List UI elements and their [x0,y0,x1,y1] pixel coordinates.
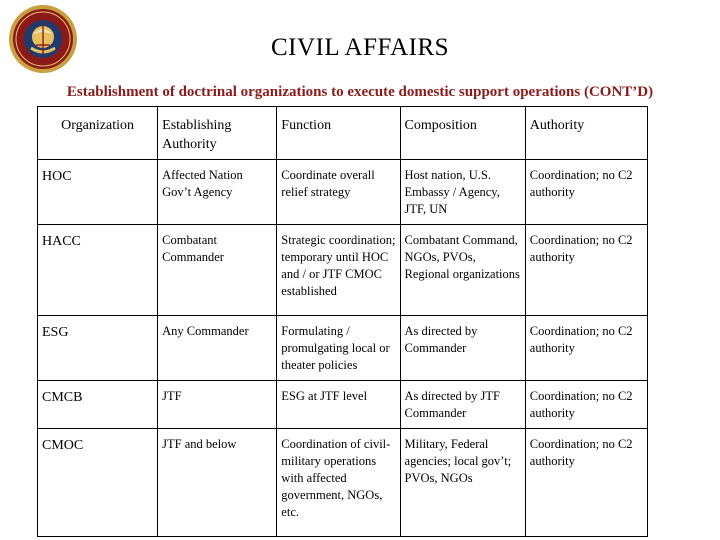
cell-composition: Host nation, U.S. Embassy / Agency, JTF, UN [400,160,525,225]
table-row [38,160,648,225]
cell-composition: As directed by JTF Commander [400,381,525,429]
table-row [38,381,648,429]
cell-authority: Coordination; no C2 authority [525,381,647,429]
cell-organization: HOC [38,160,158,225]
table-header-row [38,107,648,160]
cell-function: Formulating / promulgating local or theater policies [277,316,400,381]
header-function: Function [277,107,400,160]
header-organization: Organization [38,107,158,160]
cell-composition: Military, Federal agencies; local gov’t; PVOs, NGOs [400,429,525,537]
cell-organization: HACC [38,225,158,316]
header-establishing-authority: Establishing Authority [158,107,277,160]
cell-authority: Coordination; no C2 authority [525,316,647,381]
slide-subtitle: Establishment of doctrinal organizations to execute domestic support operations (CONT’D) [66,84,654,100]
header-authority: Authority [525,107,647,160]
cell-function: ESG at JTF level [277,381,400,429]
cell-organization: CMCB [38,381,158,429]
table-row [38,429,648,537]
cell-establishing-authority: Any Commander [158,316,277,381]
cell-organization: CMOC [38,429,158,537]
cell-establishing-authority: JTF [158,381,277,429]
header-composition: Composition [400,107,525,160]
cell-function: Coordination of civil-military operations with affected government, NGOs, etc. [277,429,400,537]
table-row [38,316,648,381]
cell-authority: Coordination; no C2 authority [525,225,647,316]
cell-establishing-authority: Combatant Commander [158,225,277,316]
cell-establishing-authority: Affected Nation Gov’t Agency [158,160,277,225]
cell-function: Strategic coordination; temporary until HOC and / or JTF CMOC established [277,225,400,316]
table-row [38,225,648,316]
cell-function: Coordinate overall relief strategy [277,160,400,225]
cell-composition: Combatant Command, NGOs, PVOs, Regional organizations [400,225,525,316]
cell-authority: Coordination; no C2 authority [525,160,647,225]
cell-authority: Coordination; no C2 authority [525,429,647,537]
cell-composition: As directed by Commander [400,316,525,381]
organizations-table [37,106,648,537]
cell-organization: ESG [38,316,158,381]
slide-title: CIVIL AFFAIRS [270,34,450,61]
cell-establishing-authority: JTF and below [158,429,277,537]
